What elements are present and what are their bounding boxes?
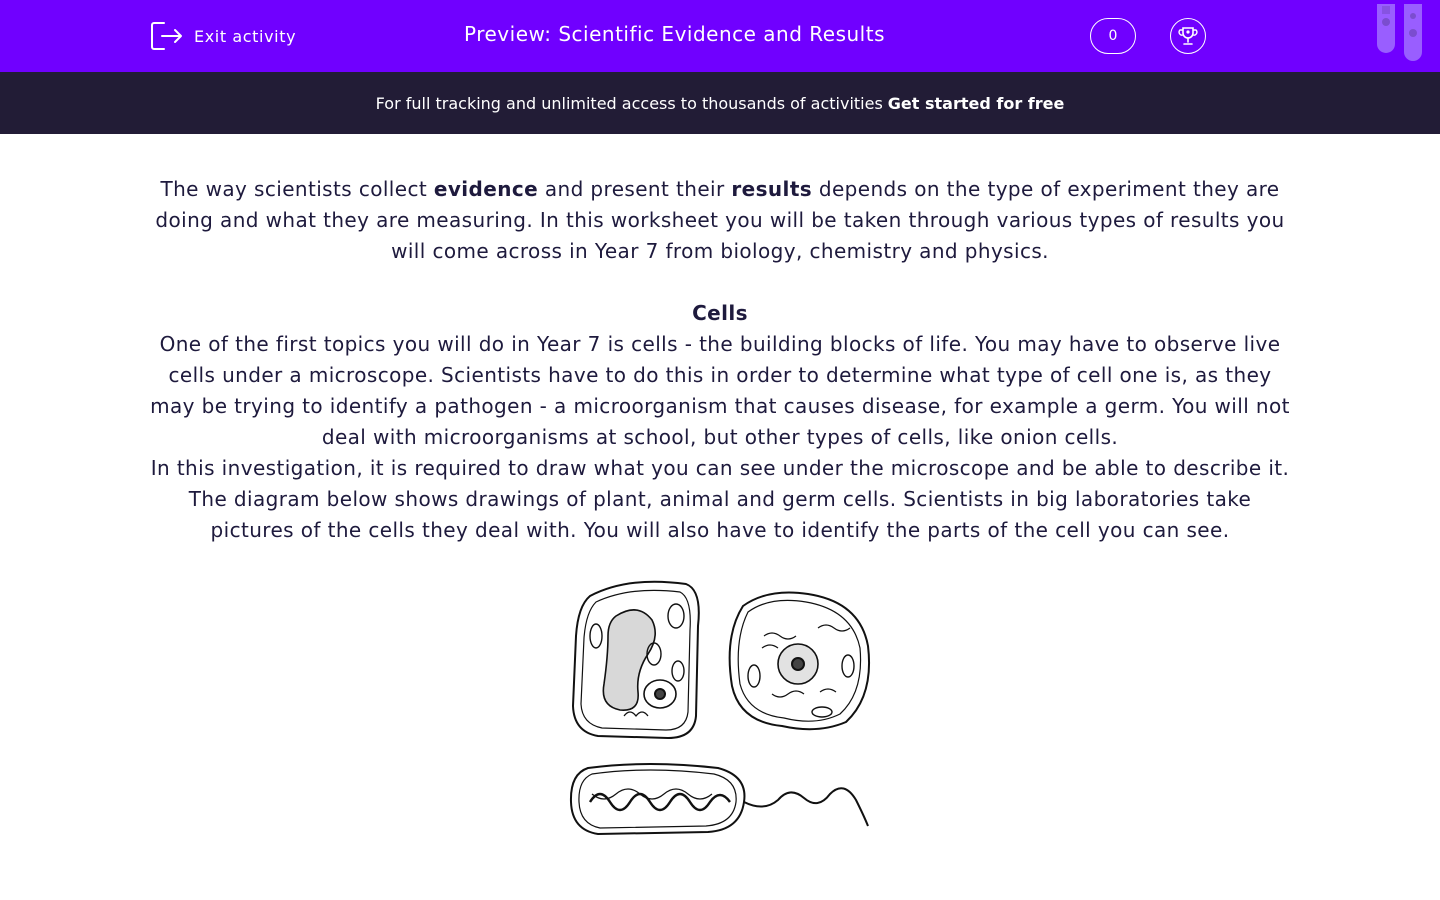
intro-text-3: depends on the type of experiment they are doing and what they are measuring. In this worksheet you will be taken through various types of results you will come across in Year 7 from biology, chemistry and physics.: [155, 177, 1285, 263]
trophy-button[interactable]: [1170, 18, 1206, 54]
get-started-link[interactable]: Get started for free: [887, 93, 1065, 113]
exit-label: Exit activity: [194, 26, 297, 46]
intro-text-1: The way scientists collect: [160, 177, 428, 201]
cell-diagram-image: [568, 576, 873, 842]
exit-activity-button[interactable]: [150, 20, 296, 52]
worksheet-content: [150, 174, 1290, 546]
score-badge: 0: [1090, 18, 1136, 54]
top-bar: [0, 0, 1440, 72]
promo-banner: [0, 72, 1440, 134]
test-tubes-logo: [1374, 4, 1438, 66]
intro-bold-evidence: evidence: [433, 177, 539, 201]
page-title: Preview: Scientific Evidence and Results: [464, 22, 885, 46]
exit-icon: [150, 21, 184, 51]
germ-cell-drawing: [571, 764, 868, 834]
animal-cell-drawing: [730, 593, 869, 730]
intro-paragraph: [150, 174, 1290, 267]
cells-heading: Cells: [692, 301, 748, 325]
banner-text: For full tracking and unlimited access to thousands of activities: [375, 93, 883, 113]
intro-bold-results: results: [731, 177, 813, 201]
intro-text-2: and present their: [544, 177, 725, 201]
cells-paragraph-2: In this investigation, it is required to draw what you can see under the microscope and be able to describe it. The diagram below shows drawings of plant, animal and germ cells. Scientists in big laboratories take pictures of the cells they deal with. You will also have to identify the parts of the cell you can see.: [150, 456, 1290, 542]
cells-paragraph-1: One of the first topics you will do in Year 7 is cells - the building blocks of life. You may have to observe live cells under a microscope. Scientists have to do this in order to determine what type of cell one is, as they may be trying to identify a pathogen - a microorganism that causes disease, for example a germ. You will not deal with microorganisms at school, but other types of cells, like onion cells.: [150, 332, 1290, 449]
trophy-icon: [1177, 25, 1199, 47]
plant-cell-drawing: [573, 582, 699, 738]
